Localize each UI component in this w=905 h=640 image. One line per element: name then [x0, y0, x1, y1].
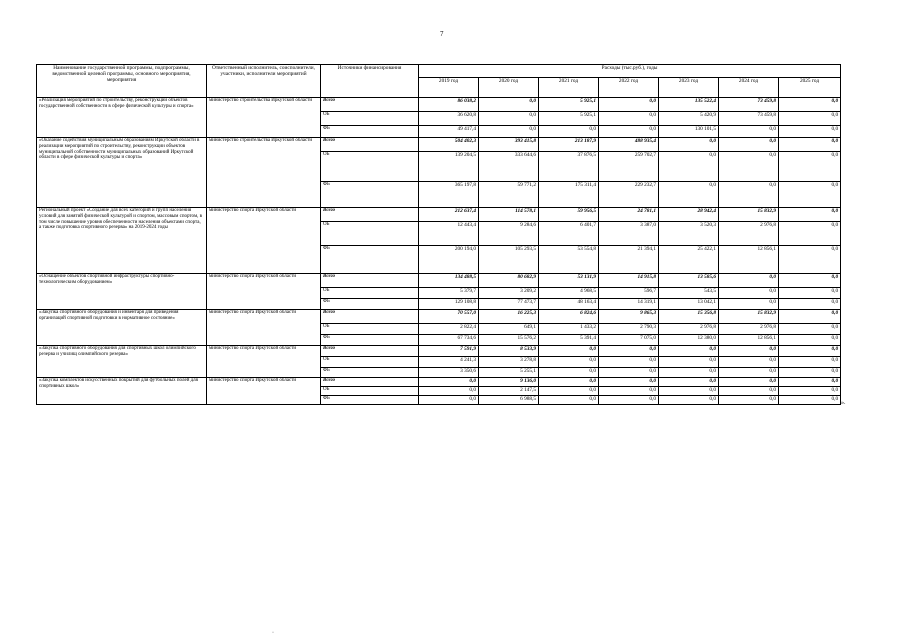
- expense-value: 0,0: [539, 378, 599, 387]
- expense-value: 139 204,5: [419, 152, 479, 182]
- expense-value: 77 473,7: [479, 299, 539, 310]
- expense-value: 13 042,1: [659, 299, 719, 310]
- expense-value: 130 101,5: [659, 126, 719, 138]
- expense-value: 0,0: [539, 387, 599, 396]
- expense-value: 24 781,1: [599, 208, 659, 222]
- expense-value: 0,0: [659, 152, 719, 182]
- expense-value: 0,0: [419, 387, 479, 396]
- expense-value: 6 824,6: [539, 310, 599, 324]
- expense-value: 3 387,0: [599, 222, 659, 246]
- expense-value: 596,7: [599, 288, 659, 299]
- expense-value: 649,1: [479, 324, 539, 335]
- expense-value: 53 131,9: [539, 274, 599, 288]
- expense-value: 2 147,5: [479, 387, 539, 396]
- header-year: 2023 год: [659, 78, 719, 98]
- header-expenses: Расходы (тыс.руб.), годы: [419, 65, 841, 78]
- expense-value: 28 942,4: [659, 208, 719, 222]
- expense-value: 0,0: [719, 288, 779, 299]
- measure-name: «Оснащение объектов спортивной инфраструктуры спортивно-технологическим оборудованием»: [37, 274, 207, 310]
- expense-value: 0,0: [719, 299, 779, 310]
- executor: министерство спорта Иркутской области: [207, 208, 321, 274]
- expense-value: 0,0: [719, 368, 779, 378]
- expense-value: 15 832,9: [719, 310, 779, 324]
- expense-value: 86 038,2: [419, 98, 479, 112]
- expense-value: 0,0: [779, 346, 841, 357]
- expense-value: 0,0: [719, 378, 779, 387]
- expense-value: 0,0: [659, 368, 719, 378]
- expense-value: 0,0: [779, 357, 841, 368]
- executor: министерство строительства Иркутской области: [207, 98, 321, 138]
- expense-value: 0,0: [719, 387, 779, 396]
- funding-source: ОБ: [321, 222, 419, 246]
- expense-value: 2 976,8: [719, 324, 779, 335]
- funding-source: ОБ: [321, 288, 419, 299]
- expense-value: 0,0: [599, 98, 659, 112]
- expense-value: 365 197,8: [419, 182, 479, 208]
- expense-value: 12 856,1: [719, 246, 779, 274]
- closing-quote: ».: [841, 400, 846, 406]
- table-row: [37, 98, 841, 112]
- expense-value: 0,0: [599, 112, 659, 126]
- funding-source: ОБ: [321, 324, 419, 335]
- expense-value: 7 075,0: [599, 335, 659, 346]
- table-body: [37, 98, 841, 405]
- expense-value: 0,0: [779, 335, 841, 346]
- funding-source: ФБ: [321, 246, 419, 274]
- executor: министерство спорта Иркутской области: [207, 310, 321, 346]
- expense-value: 36 620,8: [419, 112, 479, 126]
- expense-value: 0,0: [779, 222, 841, 246]
- expense-value: 0,0: [779, 396, 841, 405]
- expense-value: 70 557,0: [419, 310, 479, 324]
- funding-source: Всего: [321, 274, 419, 288]
- expense-value: 3 209,2: [479, 288, 539, 299]
- expense-value: 0,0: [599, 396, 659, 405]
- expense-value: 105 293,5: [479, 246, 539, 274]
- expense-value: 0,0: [659, 378, 719, 387]
- expense-value: 25 422,1: [659, 246, 719, 274]
- expense-value: 14 915,8: [599, 274, 659, 288]
- expense-value: 259 702,7: [599, 152, 659, 182]
- executor: министерство строительства Иркутской области: [207, 138, 321, 208]
- table-row: [37, 378, 841, 387]
- expense-value: 0,0: [719, 274, 779, 288]
- expense-value: 59 956,5: [539, 208, 599, 222]
- expense-value: 3 278,8: [479, 357, 539, 368]
- header-year: 2025 год: [779, 78, 841, 98]
- expense-value: 3 520,3: [659, 222, 719, 246]
- expense-value: 0,0: [719, 152, 779, 182]
- expense-value: 12 856,1: [719, 335, 779, 346]
- expense-value: 13 585,6: [659, 274, 719, 288]
- expense-value: 0,0: [779, 152, 841, 182]
- expense-value: 0,0: [659, 346, 719, 357]
- expense-value: 0,0: [779, 378, 841, 387]
- expense-value: 0,0: [539, 368, 599, 378]
- expense-value: 15 832,9: [719, 208, 779, 222]
- funding-source: ФБ: [321, 182, 419, 208]
- expense-value: 4 241,3: [419, 357, 479, 368]
- header-source: Источники финансирования: [321, 65, 419, 98]
- table-row: [37, 310, 841, 324]
- expense-value: 0,0: [779, 208, 841, 222]
- expense-value: 5 391,4: [539, 335, 599, 346]
- expense-value: 5 925,1: [539, 112, 599, 126]
- expense-value: 114 578,1: [479, 208, 539, 222]
- expense-value: 0,0: [719, 346, 779, 357]
- expense-value: 6 988,5: [479, 396, 539, 405]
- header-year: 2021 год: [539, 78, 599, 98]
- table-row: [37, 138, 841, 152]
- expense-value: 135 522,4: [659, 98, 719, 112]
- expense-value: 129 108,8: [419, 299, 479, 310]
- expense-value: 0,0: [539, 396, 599, 405]
- expense-value: 0,0: [779, 112, 841, 126]
- header-year: 2024 год: [719, 78, 779, 98]
- header-name: Наименование государственной программы, подпрограммы, ведомственной целевой программы, основного мероприятия, мероприятия: [37, 65, 207, 98]
- expense-value: 9 136,0: [479, 378, 539, 387]
- expense-value: 15 576,2: [479, 335, 539, 346]
- expense-value: 0,0: [599, 387, 659, 396]
- expense-value: 175 311,4: [539, 182, 599, 208]
- expense-value: 488 935,4: [599, 138, 659, 152]
- expense-value: 0,0: [659, 138, 719, 152]
- measure-name: «Закупка спортивного оборудования и инвентаря для приведения организаций спортивной подготовки в нормативное состояние»: [37, 310, 207, 346]
- expense-value: 0,0: [779, 126, 841, 138]
- measure-name: «Реализация мероприятий по строительству, реконструкции объектов государственной собственности в сфере физической культуры и спорта»: [37, 98, 207, 138]
- page-number: 7: [440, 30, 444, 38]
- expense-value: 6 401,7: [539, 222, 599, 246]
- expense-value: 73 459,8: [719, 112, 779, 126]
- funding-source: Всего: [321, 346, 419, 357]
- header-year: 2019 год: [419, 78, 479, 98]
- funding-source: ФБ: [321, 368, 419, 378]
- expense-value: 53 554,8: [539, 246, 599, 274]
- expense-value: 7 591,9: [419, 346, 479, 357]
- expense-value: 16 225,3: [479, 310, 539, 324]
- expense-value: 5 420,9: [659, 112, 719, 126]
- funding-source: ФБ: [321, 396, 419, 405]
- expense-value: 0,0: [719, 396, 779, 405]
- expense-value: 0,0: [779, 246, 841, 274]
- expense-value: 333 644,6: [479, 152, 539, 182]
- expense-value: 0,0: [599, 378, 659, 387]
- expense-value: 0,0: [479, 126, 539, 138]
- measure-name: «Закупка комплектов искусственных покрытий для футбольных полей для спортивных школ»: [37, 378, 207, 405]
- expense-value: 73 459,8: [719, 98, 779, 112]
- funding-source: Всего: [321, 208, 419, 222]
- stray-mark: ·: [272, 630, 274, 636]
- executor: министерство спорта Иркутской области: [207, 274, 321, 310]
- expense-value: 0,0: [659, 396, 719, 405]
- expense-value: 504 402,3: [419, 138, 479, 152]
- expense-value: 1 433,2: [539, 324, 599, 335]
- expense-value: 21 394,1: [599, 246, 659, 274]
- funding-source: Всего: [321, 138, 419, 152]
- expense-value: 0,0: [779, 98, 841, 112]
- expense-value: 2 822,4: [419, 324, 479, 335]
- expense-value: 229 232,7: [599, 182, 659, 208]
- funding-source: Всего: [321, 378, 419, 387]
- expense-value: 0,0: [599, 368, 659, 378]
- header-year: 2022 год: [599, 78, 659, 98]
- expense-value: 5 255,1: [479, 368, 539, 378]
- expense-value: 0,0: [599, 357, 659, 368]
- header-year: 2020 год: [479, 78, 539, 98]
- funding-source: ОБ: [321, 357, 419, 368]
- expense-value: 0,0: [779, 310, 841, 324]
- expense-value: 9 284,6: [479, 222, 539, 246]
- funding-source: ФБ: [321, 126, 419, 138]
- expense-value: 12 443,4: [419, 222, 479, 246]
- expense-value: 0,0: [779, 299, 841, 310]
- expense-value: 0,0: [779, 138, 841, 152]
- expense-value: 0,0: [479, 98, 539, 112]
- expense-value: 0,0: [479, 112, 539, 126]
- expense-value: 49 417,4: [419, 126, 479, 138]
- funding-source: ФБ: [321, 299, 419, 310]
- expense-value: 2 976,8: [659, 324, 719, 335]
- expense-value: 0,0: [779, 274, 841, 288]
- expense-value: 0,0: [539, 126, 599, 138]
- funding-source: Всего: [321, 98, 419, 112]
- expense-value: 0,0: [659, 182, 719, 208]
- expense-value: 5 379,7: [419, 288, 479, 299]
- expense-value: 0,0: [599, 346, 659, 357]
- expense-value: 0,0: [719, 182, 779, 208]
- measure-name: Региональный проект «Создание для всех категорий и групп населения условий для занятий физической культурой и спортом, массовым спортом, в том числе повышение уровня обеспеченности населения объектами спорта, а также подготовка спортивного резерва» на 2019-2024 годы: [37, 208, 207, 274]
- expense-value: 0,0: [719, 126, 779, 138]
- expense-value: 0,0: [779, 324, 841, 335]
- measure-name: «Закупка спортивного оборудования для спортивных школ олимпийского резерва и училищ олимпийского резерва»: [37, 346, 207, 378]
- expense-value: 0,0: [539, 346, 599, 357]
- table-row: [37, 346, 841, 357]
- header-executor: Ответственный исполнитель, соисполнители, участники, исполнители мероприятий: [207, 65, 321, 98]
- expense-value: 2 790,3: [599, 324, 659, 335]
- expense-value: 37 876,5: [539, 152, 599, 182]
- funding-source: ОБ: [321, 387, 419, 396]
- executor: министерство спорта Иркутской области: [207, 378, 321, 405]
- funding-source: ФБ: [321, 335, 419, 346]
- budget-table: [36, 64, 841, 405]
- expense-value: 12 380,0: [659, 335, 719, 346]
- funding-source: ОБ: [321, 152, 419, 182]
- expense-value: 200 194,0: [419, 246, 479, 274]
- funding-source: ОБ: [321, 112, 419, 126]
- expense-value: 67 734,6: [419, 335, 479, 346]
- expense-value: 0,0: [779, 387, 841, 396]
- expense-value: 48 163,4: [539, 299, 599, 310]
- expense-value: 0,0: [779, 182, 841, 208]
- expense-value: 0,0: [779, 368, 841, 378]
- funding-source: Всего: [321, 310, 419, 324]
- expense-value: 9 865,3: [599, 310, 659, 324]
- expense-value: 0,0: [659, 357, 719, 368]
- table-row: [37, 208, 841, 222]
- expense-value: 2 976,8: [719, 222, 779, 246]
- measure-name: «Оказание содействия муниципальным образованиям Иркутской области в реализации мероприятий по строительству, реконструкции объектов муниципальной собственности муниципальных образований Иркутской области в сфере физической культуры и спорта»: [37, 138, 207, 208]
- expense-value: 0,0: [599, 126, 659, 138]
- expense-value: 543,5: [659, 288, 719, 299]
- expense-value: 0,0: [779, 288, 841, 299]
- table-row: [37, 274, 841, 288]
- expense-value: 80 682,9: [479, 274, 539, 288]
- expense-value: 59 771,2: [479, 182, 539, 208]
- expense-value: 0,0: [419, 378, 479, 387]
- expense-value: 4 968,5: [539, 288, 599, 299]
- expense-value: 0,0: [659, 387, 719, 396]
- expense-value: 5 925,1: [539, 98, 599, 112]
- expense-value: 14 319,1: [599, 299, 659, 310]
- expense-value: 8 533,9: [479, 346, 539, 357]
- expense-value: 15 356,8: [659, 310, 719, 324]
- expense-value: 0,0: [419, 396, 479, 405]
- expense-value: 213 187,9: [539, 138, 599, 152]
- expense-value: 0,0: [719, 138, 779, 152]
- expense-value: 0,0: [719, 357, 779, 368]
- expense-value: 393 415,8: [479, 138, 539, 152]
- expense-value: 0,0: [539, 357, 599, 368]
- expense-value: 212 637,4: [419, 208, 479, 222]
- expense-value: 134 488,5: [419, 274, 479, 288]
- executor: министерство спорта Иркутской области: [207, 346, 321, 378]
- expense-value: 3 350,6: [419, 368, 479, 378]
